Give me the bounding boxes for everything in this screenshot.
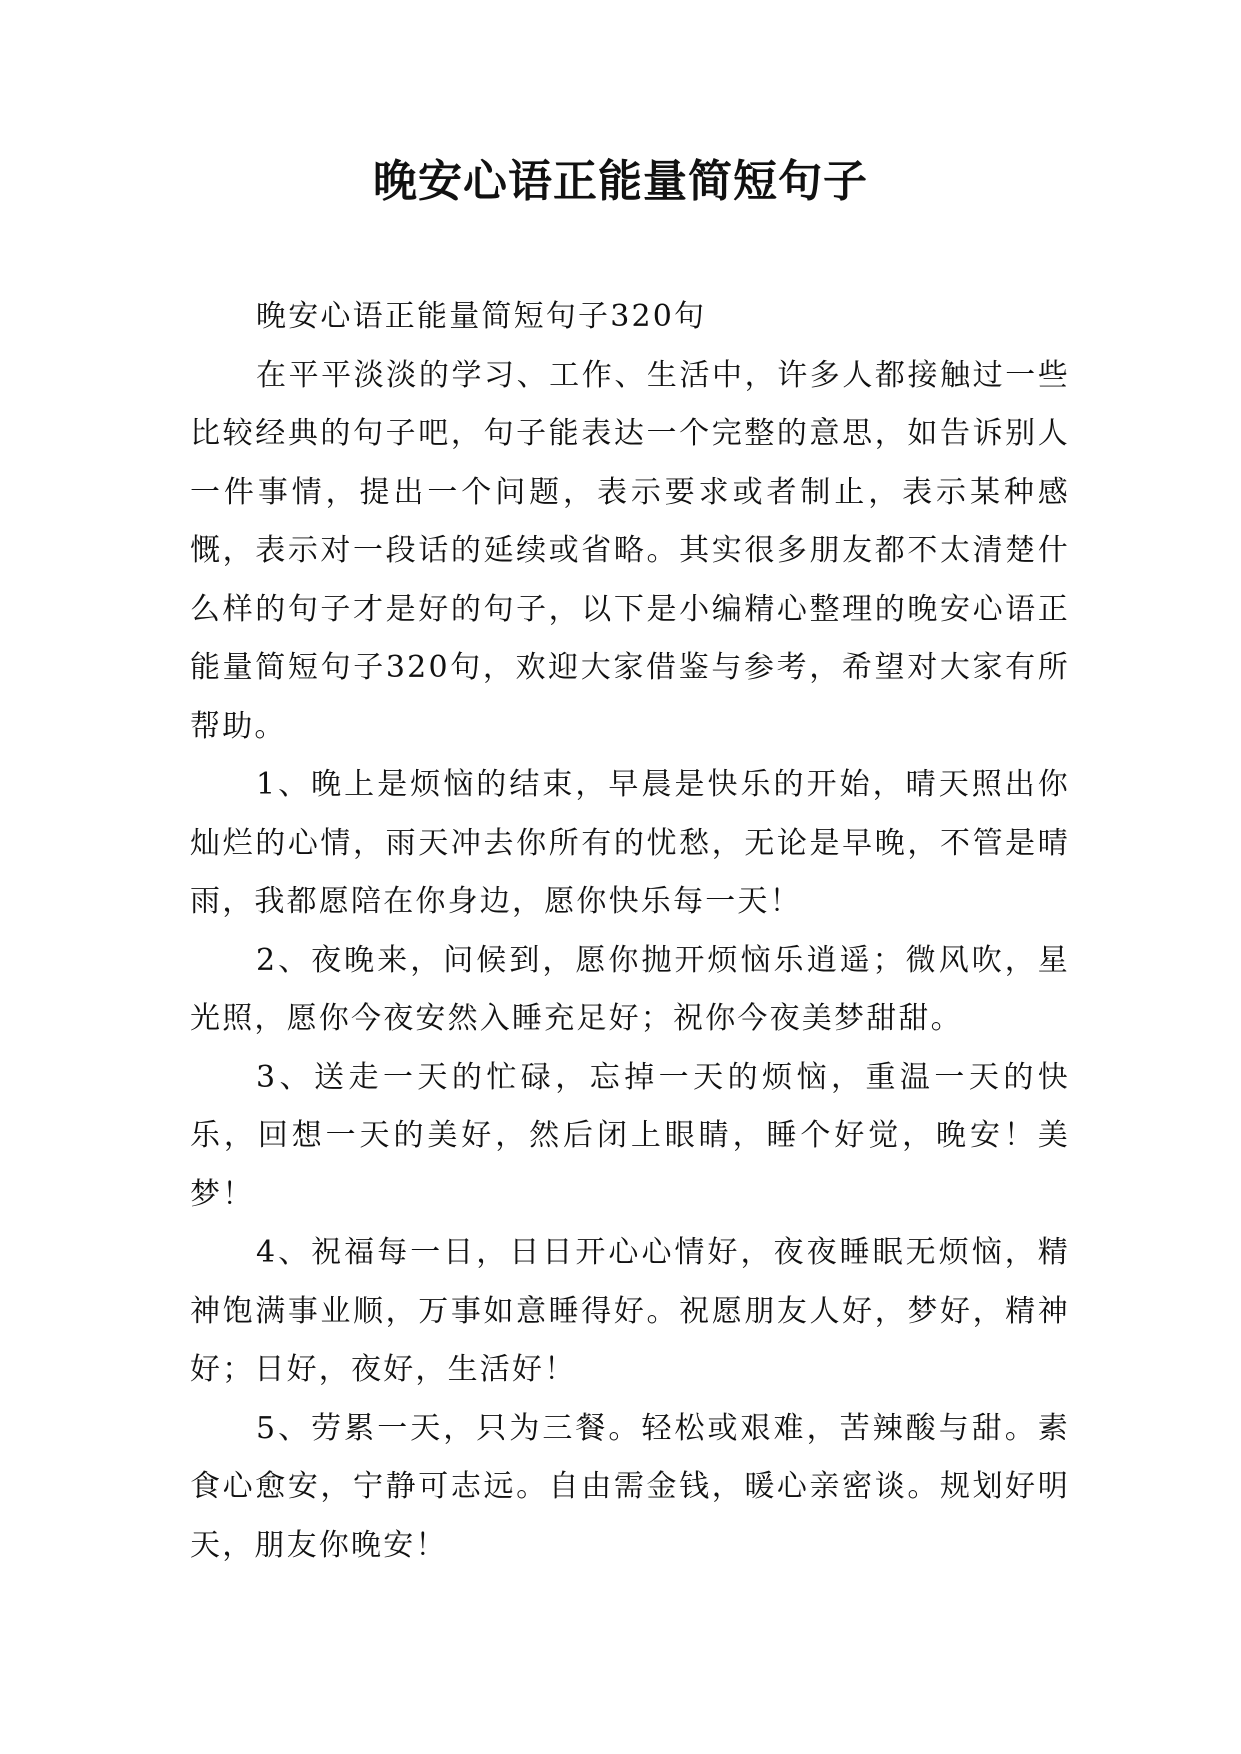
document-subtitle: 晚安心语正能量简短句子320句 <box>256 299 707 334</box>
document-title: 晚安心语正能量简短句子 <box>373 156 868 207</box>
quote-paragraph-2: 2、夜晚来，问候到，愿你抛开烦恼乐逍遥；微风吹，星光照，愿你今夜安然入睡充足好；祝你今夜美梦甜甜。 <box>190 942 1070 1036</box>
quote-paragraph-1: 1、晚上是烦恼的结束，早晨是快乐的开始，晴天照出你灿烂的心情，雨天冲去你所有的忧愁，无论是早晚，不管是晴雨，我都愿陪在你身边，愿你快乐每一天！ <box>190 767 1070 919</box>
document-body <box>190 288 1070 1575</box>
quote-paragraph-5: 5、劳累一天，只为三餐。轻松或艰难，苦辣酸与甜。素食心愈安，宁静可志远。自由需金钱，暖心亲密谈。规划好明天，朋友你晚安！ <box>190 1410 1070 1563</box>
quote-paragraph-4: 4、祝福每一日，日日开心心情好，夜夜睡眠无烦恼，精神饱满事业顺，万事如意睡得好。祝愿朋友人好，梦好，精神好；日好，夜好，生活好！ <box>190 1235 1070 1387</box>
intro-paragraph: 在平平淡淡的学习、工作、生活中，许多人都接触过一些比较经典的句子吧，句子能表达一个完整的意思，如告诉别人一件事情，提出一个问题，表示要求或者制止，表示某种感慨，表示对一段话的延续或省略。其实很多朋友都不太清楚什么样的句子才是好的句子，以下是小编精心整理的晚安心语正能量简短句子320句，欢迎大家借鉴与参考，希望对大家有所帮助。 <box>190 357 1070 744</box>
quote-paragraph-3: 3、送走一天的忙碌，忘掉一天的烦恼，重温一天的快乐，回想一天的美好，然后闭上眼睛，睡个好觉，晚安！美梦！ <box>190 1059 1070 1212</box>
